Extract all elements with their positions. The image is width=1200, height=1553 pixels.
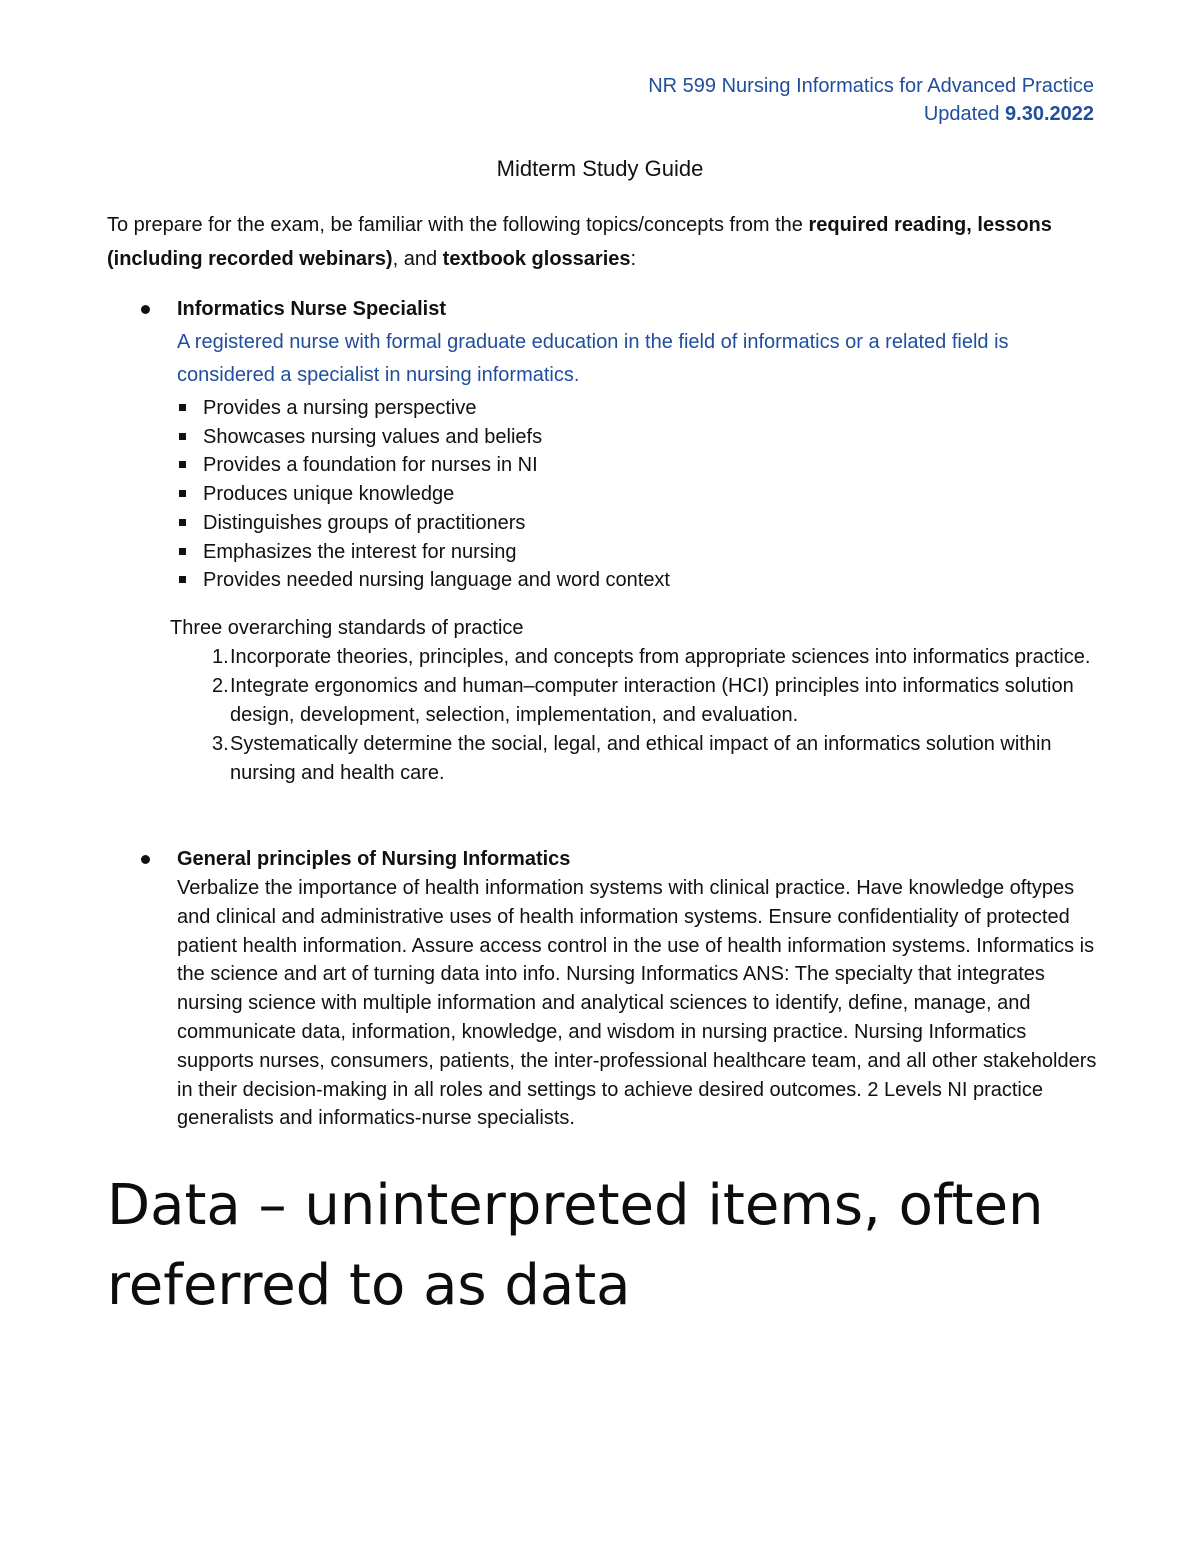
list-item-text: Provides needed nursing language and word context — [203, 569, 670, 592]
list-item-text: Distinguishes groups of practitioners — [203, 511, 526, 534]
standard-number: 1. — [212, 646, 229, 668]
section-2-bullet-row — [107, 844, 1097, 1133]
bullet-icon — [141, 855, 150, 864]
standards-list — [170, 643, 1100, 788]
list-item — [177, 451, 1097, 480]
standards-heading: Three overarching standards of practice — [170, 617, 524, 639]
intro-bold-glossaries: textbook glossaries — [442, 248, 631, 270]
intro-bold-lessons: lessons (including recorded webinars) — [107, 214, 1052, 270]
intro-sep-1: , — [966, 214, 978, 236]
intro-bold-required-reading: required reading — [808, 214, 967, 236]
standard-item — [170, 730, 1100, 788]
updated-date: 9.30.2022 — [1005, 103, 1094, 125]
section-1-bullet-row — [107, 294, 1097, 595]
list-item — [177, 509, 1097, 538]
list-item — [177, 566, 1097, 595]
square-bullet-icon — [179, 461, 186, 468]
intro-paragraph — [107, 208, 1097, 276]
intro-end: : — [630, 248, 637, 270]
section-informatics-nurse-specialist — [107, 294, 1097, 595]
standard-text: Incorporate theories, principles, and concepts from appropriate sciences into informatics practice. — [230, 646, 1091, 668]
list-item-text: Provides a foundation for nurses in NI — [203, 454, 538, 477]
section-2-heading: General principles of Nursing Informatics — [177, 848, 571, 870]
square-bullet-icon — [179, 404, 186, 411]
section-1-list — [177, 394, 1097, 595]
section-1-description: A registered nurse with formal graduate education in the field of informatics or a related field is considered a specialist in nursing informatics. — [177, 331, 1009, 386]
square-bullet-icon — [179, 490, 186, 497]
updated-line — [648, 100, 1094, 128]
list-item-text: Produces unique knowledge — [203, 483, 455, 506]
standards-of-practice — [170, 614, 1100, 788]
standard-text: Systematically determine the social, legal, and ethical impact of an informatics solution within nursing and health care. — [230, 733, 1052, 784]
bullet-icon — [141, 305, 150, 314]
section-general-principles — [107, 844, 1097, 1133]
list-item — [177, 394, 1097, 423]
standard-text: Integrate ergonomics and human–computer interaction (HCI) principles into informatics solution design, development, selection, implementation, and evaluation. — [230, 675, 1074, 726]
updated-label: Updated — [923, 103, 1000, 125]
square-bullet-icon — [179, 548, 186, 555]
square-bullet-icon — [179, 576, 186, 583]
section-1-heading: Informatics Nurse Specialist — [177, 298, 446, 320]
standard-item — [170, 643, 1100, 672]
intro-text: To prepare for the exam, be familiar with the following topics/concepts from the — [107, 214, 809, 236]
list-item — [177, 480, 1097, 509]
section-2-body: Verbalize the importance of health information systems with clinical practice. Have knowledge oftypes and clinical and administrative uses of health information systems. Ensure confidentiality of protected patient health information. Assure access control in the use of health information systems. Informatics is the science and art of turning data into info. Nursing Informatics ANS: The specialty that integrates nursing science with multiple information and analytical sciences to identify, define, manage, and communicate data, information, knowledge, and wisdom in nursing practice. Nursing Informatics supports nurses, consumers, patients, the inter-professional healthcare team, and all other stakeholders in their decision-making in all roles and settings to achieve desired outcomes. 2 Levels NI practice generalists and informatics-nurse specialists. — [177, 877, 1097, 1130]
square-bullet-icon — [179, 519, 186, 526]
list-item-text: Emphasizes the interest for nursing — [203, 540, 517, 563]
page-title: Midterm Study Guide — [496, 156, 704, 181]
standard-number: 2. — [212, 675, 229, 697]
standard-number: 3. — [212, 733, 229, 755]
list-item-text: Showcases nursing values and beliefs — [203, 425, 543, 448]
standard-item — [170, 672, 1100, 730]
square-bullet-icon — [179, 433, 186, 440]
course-title: NR 599 Nursing Informatics for Advanced Practice — [648, 75, 1094, 97]
intro-sep-2: , and — [392, 248, 443, 270]
large-data-definition: Data – uninterpreted items, often referred to as data — [107, 1173, 1044, 1318]
document-header — [648, 72, 1094, 128]
list-item-text: Provides a nursing perspective — [203, 397, 477, 419]
list-item — [177, 423, 1097, 452]
list-item — [177, 538, 1097, 567]
